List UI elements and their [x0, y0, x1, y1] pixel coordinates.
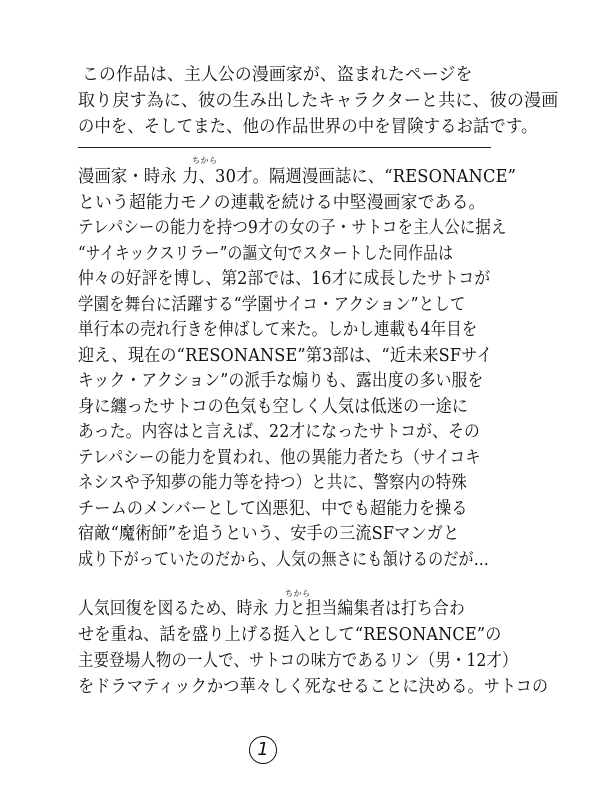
intro-line: の中を、そしてまた、他の作品世界の中を冒険するお話です。 [78, 117, 538, 137]
body-line: ネシスや予知夢の能力等を持つ）と共に、警察内の特殊 [78, 473, 467, 493]
body-line: チームのメンバーとして凶悪犯、中でも超能力を操る [78, 498, 468, 519]
body-line: あった。内容はと言えば、22才になったサトコが、その [78, 422, 480, 442]
body-line: をドラマティックかつ華々しく死なせることに決める。サトコの [78, 677, 549, 697]
furigana-chikara: ちから [192, 156, 218, 165]
body-line: 宿敵“魔術師”を追うという、安手の三流SFマンガと [78, 524, 460, 544]
furigana-chikara: ちから [285, 589, 311, 598]
body-line: テレパシーの能力を持つ9才の女の子・サトコを主人公に据え [78, 218, 507, 238]
body-line: せを重ね、話を盛り上げる挺入として“RESONANCE”の [78, 625, 502, 645]
body-line: 学園を舞台に活躍する“学園サイコ・アクション”として [78, 294, 466, 315]
body-line: 成り下がっていたのだから、人気の無さにも頷けるのだが… [78, 549, 489, 570]
section-divider [78, 147, 491, 148]
body-line: 主要登場人物の一人で、サトコの味方であるリン（男・12才） [78, 651, 518, 671]
body-line: 迎え、現在の“RESONANSE”第3部は、“近未来SFサイ [78, 345, 493, 366]
body-line: 人気回復を図るため、時永 力と担当編集者は打ち合わ [78, 599, 465, 619]
body-line: “サイキックスリラー”の謳文句でスタートした同作品は [78, 243, 454, 264]
body-line: キック・アクション”の派手な煽りも、露出度の多い服を [78, 371, 484, 391]
body-line: 単行本の売れ行きを伸ばして来た。しかし連載も4年目を [78, 320, 478, 340]
intro-line: この作品は、主人公の漫画家が、盗まれたページを [82, 65, 473, 85]
intro-line: 取り戻す為に、彼の生み出したキャラクターと共に、彼の漫画 [78, 91, 559, 111]
body-line: 仲々の好評を博し、第2部では、16才に成長したサトコが [78, 269, 491, 289]
body-line: 身に纏ったサトコの色気も空しく人気は低迷の一途に [78, 396, 469, 417]
body-line: という超能力モノの連載を続ける中堅漫画家である。 [78, 192, 486, 213]
page-number: 1 [249, 736, 277, 764]
body-line: テレパシーの能力を買われ、他の異能力者たち（サイコキ [78, 447, 481, 468]
body-line: 漫画家・時永 力、30才。隔週漫画誌に、“RESONANCE” [78, 167, 517, 187]
